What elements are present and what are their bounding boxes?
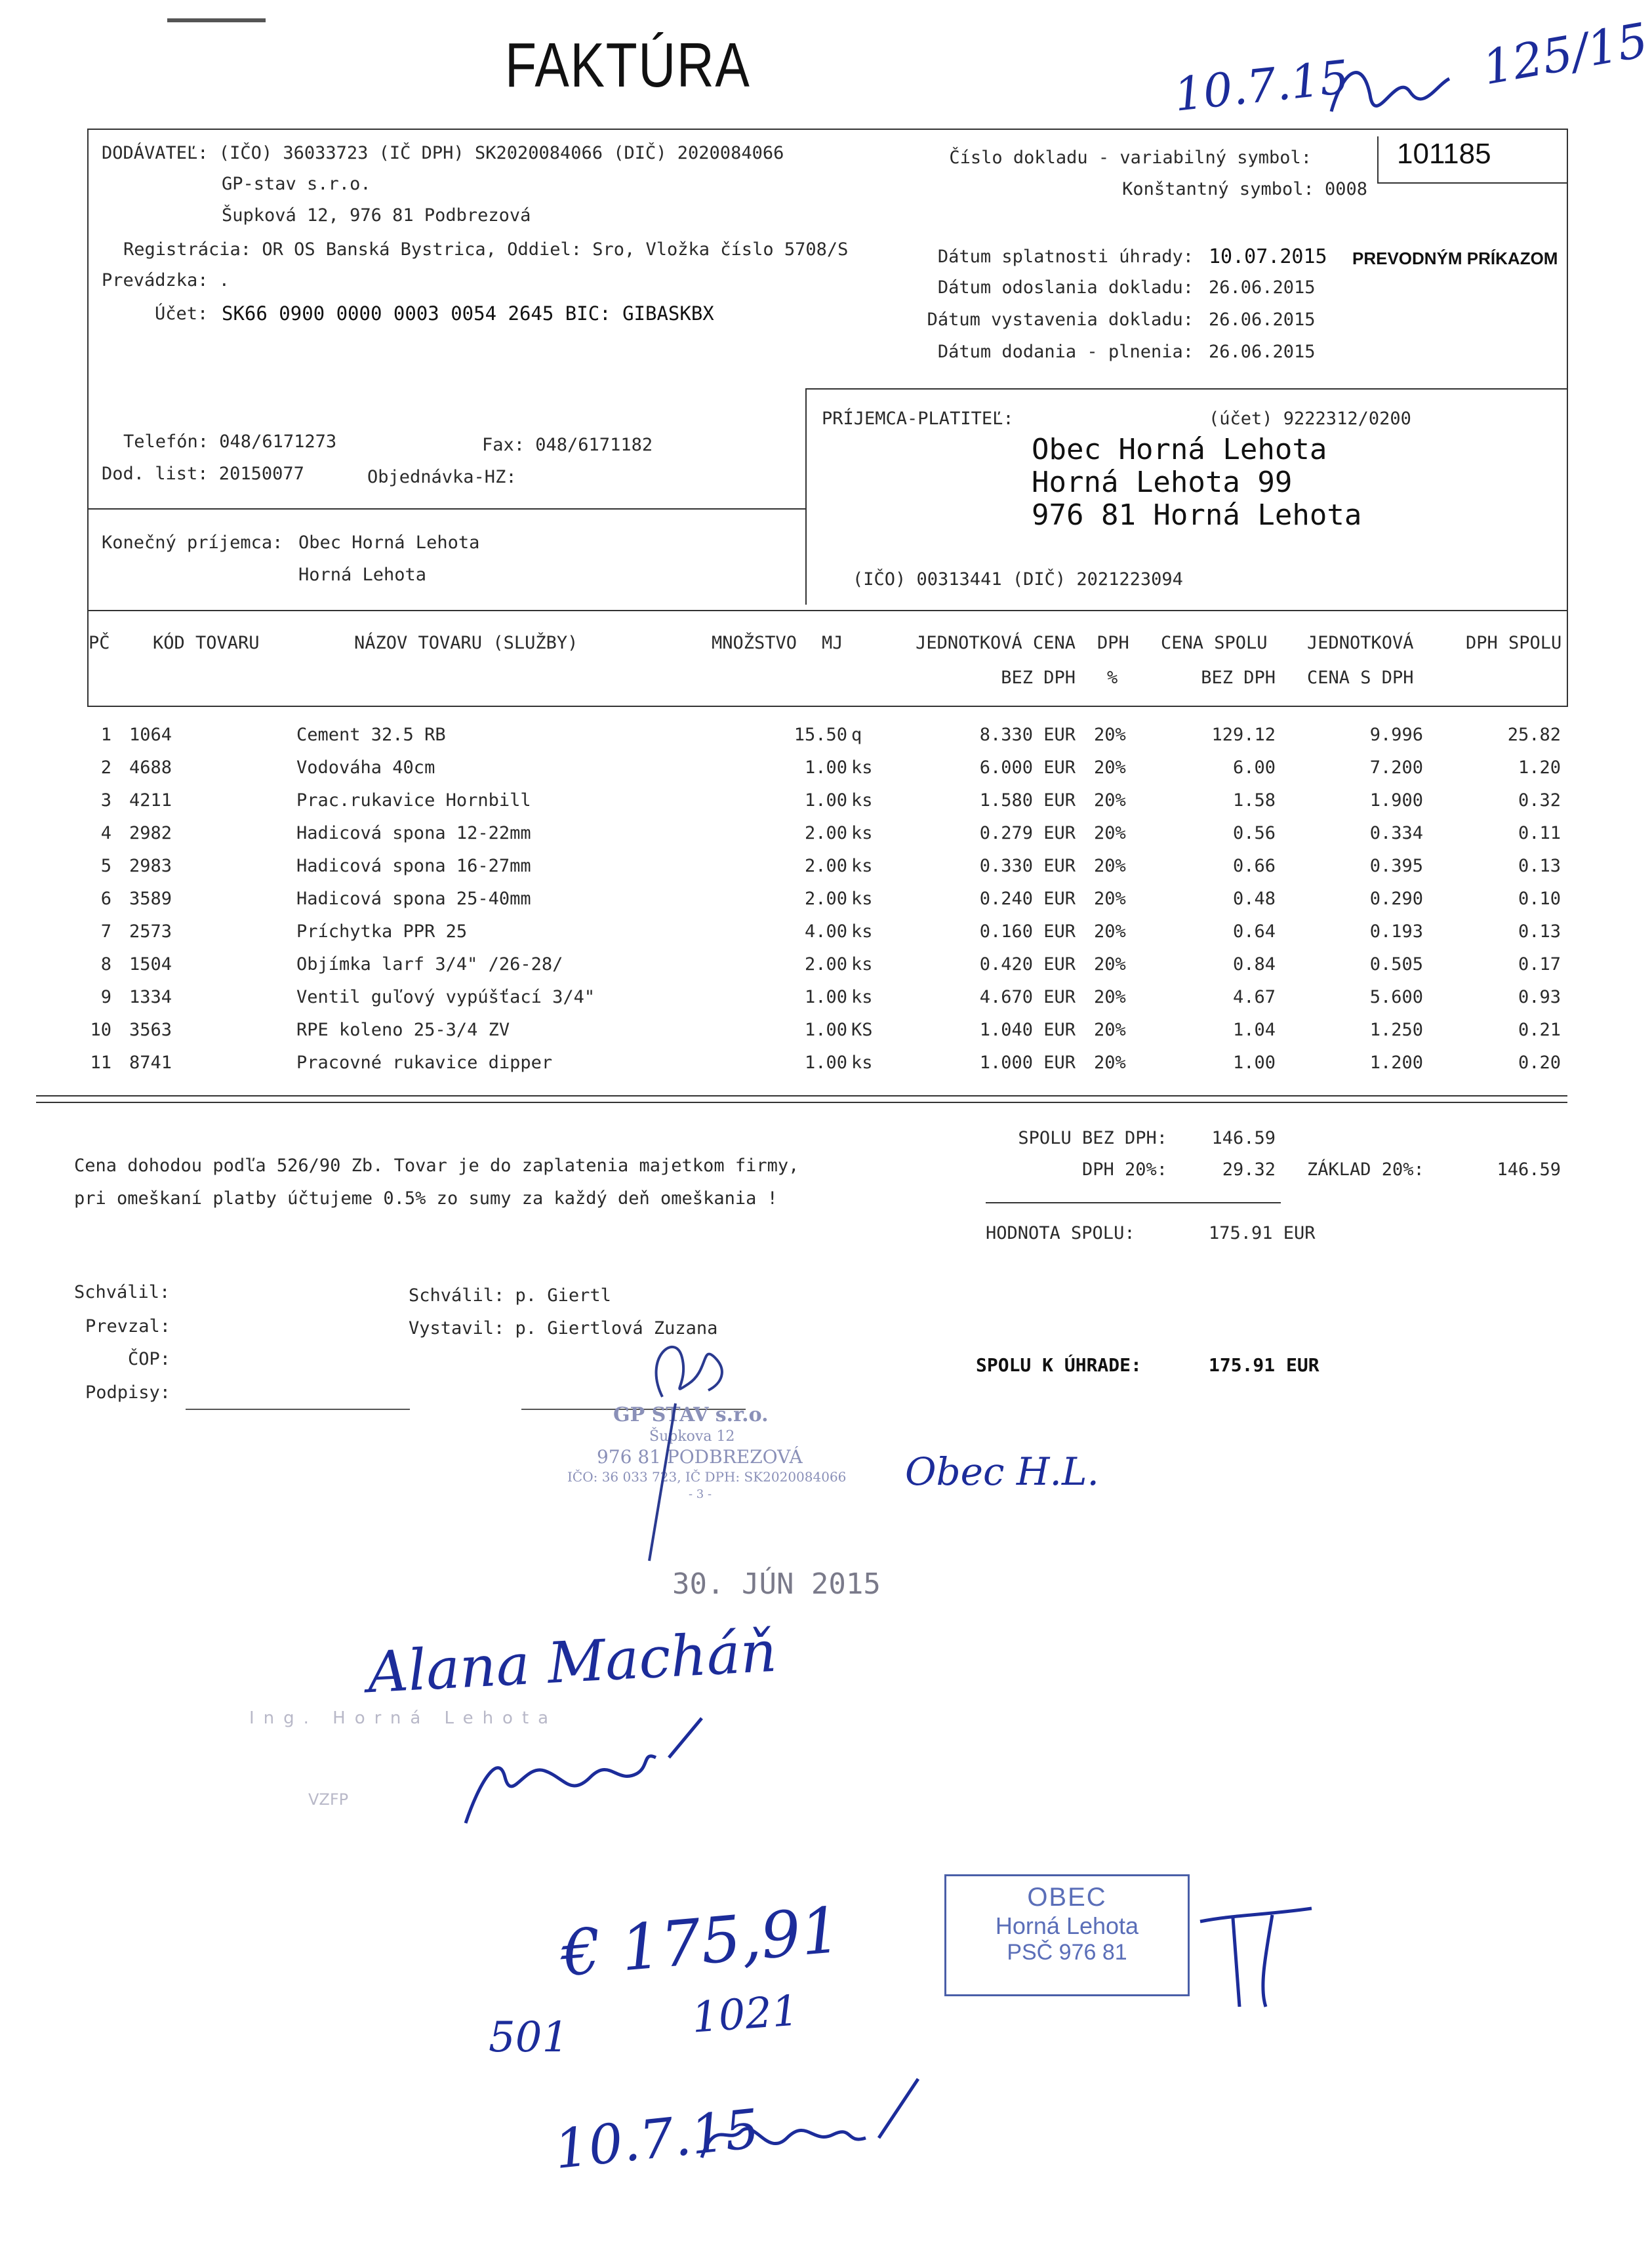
cell-name: Hadicová spona 25-40mm xyxy=(296,889,531,909)
cell-vat-sum: 0.32 xyxy=(1518,790,1561,811)
recipient-ids: (IČO) 00313441 (DIČ) 2021223094 xyxy=(853,569,1183,590)
base-label: ZÁKLAD 20%: xyxy=(1307,1159,1424,1180)
supplier-name: GP-stav s.r.o. xyxy=(222,174,371,194)
frame-left xyxy=(87,129,89,706)
cell-vat: 20% xyxy=(1094,954,1126,975)
cell-pc: 6 xyxy=(100,889,111,909)
col-mj: MJ xyxy=(822,633,843,653)
table-header-top xyxy=(87,610,1568,611)
table-row xyxy=(0,757,1626,790)
cell-vat-sum: 0.93 xyxy=(1518,987,1561,1007)
signature-scribble-top xyxy=(1325,52,1456,131)
col-total-sub: BEZ DPH xyxy=(1201,668,1276,688)
subtotal-value: 146.59 xyxy=(1211,1128,1276,1148)
table-header-bottom xyxy=(87,706,1568,707)
table-row xyxy=(0,725,1626,757)
cell-qty: 15.50 xyxy=(794,725,847,745)
cell-vat-sum: 0.21 xyxy=(1518,1020,1561,1040)
cell-unit-vat: 5.600 xyxy=(1369,987,1423,1007)
delivery-note: Dod. list: 20150077 xyxy=(102,464,304,484)
approval-signature xyxy=(630,1318,748,1567)
cell-qty: 1.00 xyxy=(804,1020,847,1040)
cell-vat: 20% xyxy=(1094,856,1126,876)
col-pc: PČ xyxy=(89,633,110,653)
cell-name: Prac.rukavice Hornbill xyxy=(296,790,531,811)
cell-qty: 1.00 xyxy=(804,987,847,1007)
table-row xyxy=(0,1020,1626,1053)
cell-code: 4688 xyxy=(129,757,172,778)
cell-unit-vat: 0.395 xyxy=(1369,856,1423,876)
cell-mj: ks xyxy=(851,790,873,811)
municipal-stamp-title: OBEC xyxy=(1027,1883,1107,1912)
recipient-name: Obec Horná Lehota xyxy=(1032,433,1327,466)
cell-unit-vat: 0.290 xyxy=(1369,889,1423,909)
recipient-label: PRÍJEMCA-PLATITEĽ: xyxy=(822,409,1014,429)
cell-vat: 20% xyxy=(1094,987,1126,1007)
base-value: 146.59 xyxy=(1497,1159,1561,1180)
cell-name: Hadicová spona 12-22mm xyxy=(296,823,531,843)
cell-code: 2983 xyxy=(129,856,172,876)
company-stamp-name: GP STAV s.r.o. xyxy=(613,1403,769,1426)
supplier-account: SK66 0900 0000 0003 0054 2645 BIC: GIBASKBX xyxy=(222,302,714,325)
cell-unit: 6.000 EUR xyxy=(979,757,1076,778)
cell-pc: 11 xyxy=(90,1053,111,1073)
cell-name: Cement 32.5 RB xyxy=(296,725,446,745)
frame-right xyxy=(1567,129,1568,706)
vs-box-left xyxy=(1377,136,1379,182)
table-row xyxy=(0,790,1626,823)
cell-total: 0.48 xyxy=(1232,889,1276,909)
cell-pc: 8 xyxy=(100,954,111,975)
cell-total: 129.12 xyxy=(1211,725,1276,745)
amount-due-label: SPOLU K ÚHRADE: xyxy=(976,1354,1142,1376)
note-line-2: pri omeškaní platby účtujeme 0.5% zo sumy za každý deň omeškania ! xyxy=(74,1188,778,1209)
cell-unit-vat: 9.996 xyxy=(1369,725,1423,745)
cell-unit-vat: 0.334 xyxy=(1369,823,1423,843)
cell-unit: 1.040 EUR xyxy=(979,1020,1076,1040)
cell-name: Hadicová spona 16-27mm xyxy=(296,856,531,876)
cell-vat: 20% xyxy=(1094,757,1126,778)
supplier-account-label: Účet: xyxy=(155,304,209,324)
note-line-1: Cena dohodou podľa 526/90 Zb. Tovar je do zaplatenia majetkom firmy, xyxy=(74,1156,799,1176)
final-recipient-name: Obec Horná Lehota xyxy=(298,533,480,553)
amount-handwritten: € 175,91 xyxy=(557,1893,844,1991)
date-handwritten: 10.7.15 xyxy=(551,2097,763,2182)
signature-line-left xyxy=(186,1409,410,1410)
cell-qty: 2.00 xyxy=(804,823,847,843)
grand-total-value: 175.91 EUR xyxy=(1209,1223,1316,1243)
table-row xyxy=(0,889,1626,921)
company-stamp-number: - 3 - xyxy=(689,1487,712,1501)
col-unit-price-sub: BEZ DPH xyxy=(1001,668,1076,688)
cell-code: 2573 xyxy=(129,921,172,942)
cell-qty: 2.00 xyxy=(804,889,847,909)
cell-unit-vat: 1.900 xyxy=(1369,790,1423,811)
cell-total: 1.04 xyxy=(1232,1020,1276,1040)
cell-code: 1064 xyxy=(129,725,172,745)
cell-unit-vat: 1.250 xyxy=(1369,1020,1423,1040)
table-row xyxy=(0,954,1626,987)
cell-code: 1334 xyxy=(129,987,172,1007)
cell-vat-sum: 0.11 xyxy=(1518,823,1561,843)
col-total: CENA SPOLU xyxy=(1161,633,1268,653)
cell-vat-sum: 0.17 xyxy=(1518,954,1561,975)
col-unit-vat: JEDNOTKOVÁ xyxy=(1307,633,1414,653)
cell-pc: 7 xyxy=(100,921,111,942)
payment-method: PREVODNÝM PRÍKAZOM xyxy=(1352,249,1558,268)
signatures-label: Podpisy: xyxy=(85,1382,171,1403)
col-vat-total: DPH SPOLU xyxy=(1466,633,1562,653)
cell-vat: 20% xyxy=(1094,823,1126,843)
final-recipient-place: Horná Lehota xyxy=(298,565,427,585)
col-name: NÁZOV TOVARU (SLUŽBY) xyxy=(354,633,578,653)
table-bottom-2 xyxy=(36,1102,1567,1103)
cell-total: 6.00 xyxy=(1232,757,1276,778)
col-code: KÓD TOVARU xyxy=(153,633,260,653)
cell-vat-sum: 0.13 xyxy=(1518,856,1561,876)
frame-top xyxy=(87,129,1568,130)
final-recipient-label: Konečný príjemca: xyxy=(102,533,283,553)
scan-mark xyxy=(167,18,266,22)
received-date-stamp: 30. JÚN 2015 xyxy=(672,1567,881,1601)
cell-name: Objímka larf 3/4" /26-28/ xyxy=(296,954,563,975)
cell-pc: 4 xyxy=(100,823,111,843)
due-date-label: Dátum splatnosti úhrady: xyxy=(937,247,1194,267)
supplier-address: Šupková 12, 976 81 Podbrezová xyxy=(222,205,531,226)
cell-total: 0.66 xyxy=(1232,856,1276,876)
issued-date: 26.06.2015 xyxy=(1209,310,1316,330)
cell-mj: ks xyxy=(851,889,873,909)
table-row xyxy=(0,1053,1626,1085)
company-stamp-city: 976 81 PODBREZOVÁ xyxy=(597,1446,803,1468)
vat-label: DPH 20%: xyxy=(1081,1159,1167,1180)
recipient-street: Horná Lehota 99 xyxy=(1032,466,1293,499)
cell-unit: 1.000 EUR xyxy=(979,1053,1076,1073)
recipient-box-left xyxy=(805,388,807,605)
cell-code: 2982 xyxy=(129,823,172,843)
cell-qty: 2.00 xyxy=(804,856,847,876)
col-qty: MNOŽSTVO xyxy=(712,633,797,653)
cell-unit-vat: 1.200 xyxy=(1369,1053,1423,1073)
cell-unit: 4.670 EUR xyxy=(979,987,1076,1007)
cell-unit: 0.330 EUR xyxy=(979,856,1076,876)
cell-qty: 4.00 xyxy=(804,921,847,942)
final-recipient-divider xyxy=(87,508,805,510)
cell-total: 1.58 xyxy=(1232,790,1276,811)
cell-unit-vat: 0.193 xyxy=(1369,921,1423,942)
subtotal-label: SPOLU BEZ DPH: xyxy=(1018,1128,1167,1148)
col-vat: DPH xyxy=(1097,633,1129,653)
cell-pc: 3 xyxy=(100,790,111,811)
cell-name: Príchytka PPR 25 xyxy=(296,921,468,942)
cell-pc: 1 xyxy=(100,725,111,745)
table-row xyxy=(0,921,1626,954)
col-unit-price: JEDNOTKOVÁ CENA xyxy=(916,633,1076,653)
received-faded-1: Ing. Horná Lehota xyxy=(249,1708,558,1728)
cell-vat: 20% xyxy=(1094,889,1126,909)
booking-signature xyxy=(695,2072,931,2184)
received-faded-2: VZFP xyxy=(308,1790,349,1809)
received-name-handwritten: Alana Macháň xyxy=(365,1619,778,1706)
cell-mj: q xyxy=(851,725,862,745)
received-signature xyxy=(453,1712,728,1836)
cell-mj: ks xyxy=(851,757,873,778)
cell-unit-vat: 0.505 xyxy=(1369,954,1423,975)
cell-name: Ventil guľový vypúšťací 3/4" xyxy=(296,987,595,1007)
col-vat-sub: % xyxy=(1107,668,1118,688)
due-date: 10.07.2015 xyxy=(1209,245,1327,268)
municipal-stamp-name: Horná Lehota xyxy=(995,1912,1139,1939)
cell-mj: ks xyxy=(851,823,873,843)
number-handwritten: 1021 xyxy=(690,1986,801,2043)
cell-unit: 0.160 EUR xyxy=(979,921,1076,942)
delivery-date: 26.06.2015 xyxy=(1209,342,1316,362)
cell-total: 0.64 xyxy=(1232,921,1276,942)
table-row xyxy=(0,823,1626,856)
company-stamp-ids: IČO: 36 033 723, IČ DPH: SK2020084066 xyxy=(567,1469,847,1485)
municipal-stamp-psc: PSČ 976 81 xyxy=(1007,1940,1127,1965)
grand-total-label: HODNOTA SPOLU: xyxy=(986,1223,1135,1243)
vs-box-bottom xyxy=(1377,182,1567,184)
issued-by: Vystavil: p. Giertlová Zuzana xyxy=(409,1318,718,1338)
cell-mj: ks xyxy=(851,987,873,1007)
cell-name: Vodováha 40cm xyxy=(296,757,435,778)
recipient-city: 976 81 Horná Lehota xyxy=(1032,498,1362,532)
cell-pc: 2 xyxy=(100,757,111,778)
handwritten-registry-number: 125/15 xyxy=(1478,12,1652,96)
amount-due-value: 175.91 EUR xyxy=(1209,1354,1320,1376)
cell-vat: 20% xyxy=(1094,725,1126,745)
received-handwritten: Obec H.L. xyxy=(905,1449,1099,1494)
cell-unit: 0.240 EUR xyxy=(979,889,1076,909)
cell-vat-sum: 0.20 xyxy=(1518,1053,1561,1073)
approved-left-label: Schválil: xyxy=(74,1282,171,1302)
cell-code: 4211 xyxy=(129,790,172,811)
variable-symbol: 101185 xyxy=(1397,138,1491,170)
cell-total: 0.56 xyxy=(1232,823,1276,843)
cell-unit-vat: 7.200 xyxy=(1369,757,1423,778)
mayor-signature xyxy=(1194,1902,1325,2013)
cell-unit: 0.279 EUR xyxy=(979,823,1076,843)
cell-mj: ks xyxy=(851,1053,873,1073)
invoice-title: FAKTÚRA xyxy=(505,30,751,100)
order-ref: Objednávka-HZ: xyxy=(367,467,517,487)
col-unit-vat-sub: CENA S DPH xyxy=(1307,668,1414,688)
cell-vat: 20% xyxy=(1094,790,1126,811)
cell-mj: ks xyxy=(851,954,873,975)
cell-code: 8741 xyxy=(129,1053,172,1073)
cell-vat: 20% xyxy=(1094,921,1126,942)
handwritten-date: 10.7.15 xyxy=(1171,50,1352,122)
supplier-phone: Telefón: 048/6171273 xyxy=(123,432,337,452)
cell-total: 0.84 xyxy=(1232,954,1276,975)
approved-by: Schválil: p. Giertl xyxy=(409,1285,611,1306)
sent-date: 26.06.2015 xyxy=(1209,277,1316,298)
cell-unit: 1.580 EUR xyxy=(979,790,1076,811)
cell-name: Pracovné rukavice dipper xyxy=(296,1053,553,1073)
cell-qty: 1.00 xyxy=(804,790,847,811)
recipient-box-top xyxy=(805,388,1567,390)
cell-name: RPE koleno 25-3/4 ZV xyxy=(296,1020,510,1040)
cell-qty: 1.00 xyxy=(804,757,847,778)
supplier-fax: Fax: 048/6171182 xyxy=(482,435,653,455)
cell-unit: 8.330 EUR xyxy=(979,725,1076,745)
received-by-label: Prevzal: xyxy=(85,1316,171,1337)
cell-code: 3563 xyxy=(129,1020,172,1040)
cell-vat: 20% xyxy=(1094,1053,1126,1073)
cell-qty: 2.00 xyxy=(804,954,847,975)
cell-vat-sum: 1.20 xyxy=(1518,757,1561,778)
cell-vat-sum: 0.13 xyxy=(1518,921,1561,942)
cell-code: 1504 xyxy=(129,954,172,975)
supplier-ids: DODÁVATEĽ: (IČO) 36033723 (IČ DPH) SK2020084066 (DIČ) 2020084066 xyxy=(102,143,784,163)
supplier-registration: Registrácia: OR OS Banská Bystrica, Oddiel: Sro, Vložka číslo 5708/S xyxy=(123,239,849,260)
constant-symbol: Konštantný symbol: 0008 xyxy=(1122,179,1367,199)
code-handwritten: 501 xyxy=(489,2013,569,2062)
vs-label: Číslo dokladu - variabilný symbol: xyxy=(949,148,1312,168)
cell-pc: 10 xyxy=(90,1020,111,1040)
table-row xyxy=(0,856,1626,889)
table-row xyxy=(0,987,1626,1020)
recipient-account: (účet) 9222312/0200 xyxy=(1209,409,1411,429)
cell-qty: 1.00 xyxy=(804,1053,847,1073)
cell-pc: 5 xyxy=(100,856,111,876)
cell-vat-sum: 0.10 xyxy=(1518,889,1561,909)
sent-date-label: Dátum odoslania dokladu: xyxy=(937,277,1194,298)
cell-vat: 20% xyxy=(1094,1020,1126,1040)
supplier-prevadzka: Prevádzka: . xyxy=(102,270,230,291)
cell-pc: 9 xyxy=(100,987,111,1007)
company-stamp-street: Šupkova 12 xyxy=(649,1428,735,1445)
cell-unit: 0.420 EUR xyxy=(979,954,1076,975)
totals-divider xyxy=(986,1202,1281,1203)
cop-label: ČOP: xyxy=(128,1349,171,1369)
delivery-date-label: Dátum dodania - plnenia: xyxy=(937,342,1194,362)
cell-total: 4.67 xyxy=(1232,987,1276,1007)
cell-vat-sum: 25.82 xyxy=(1507,725,1561,745)
cell-mj: ks xyxy=(851,856,873,876)
vat-value: 29.32 xyxy=(1222,1159,1276,1180)
issued-date-label: Dátum vystavenia dokladu: xyxy=(927,310,1194,330)
cell-total: 1.00 xyxy=(1232,1053,1276,1073)
cell-mj: KS xyxy=(851,1020,873,1040)
cell-code: 3589 xyxy=(129,889,172,909)
table-bottom-1 xyxy=(36,1095,1567,1097)
municipal-stamp xyxy=(944,1874,1190,1996)
cell-mj: ks xyxy=(851,921,873,942)
